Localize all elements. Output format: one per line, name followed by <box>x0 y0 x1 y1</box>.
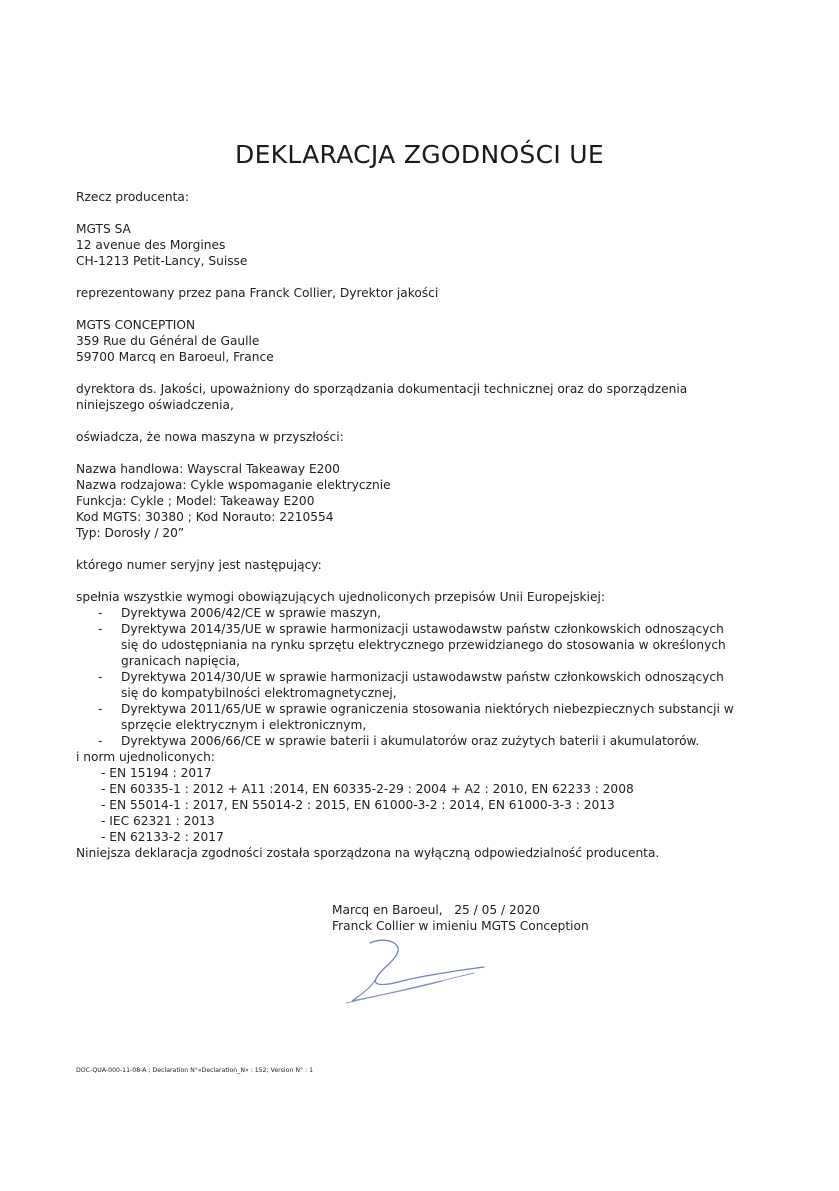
list-dash: - <box>98 670 103 684</box>
signature-block <box>332 902 589 934</box>
directive-item: - Dyrektywa 2011/65/UE w sprawie ograniczenia stosowania niektórych niebezpiecznych substancji w sprzęcie elektrycznym i elektronicznym, <box>98 702 734 732</box>
document-footer: DOC-QUA-000-11-08-A ; Declaration N°«Declaration_N» : 152; Version N° : 1 <box>76 1067 314 1074</box>
product-info <box>76 461 766 541</box>
signature-stroke <box>370 940 484 984</box>
manufacturer-name: MGTS SA <box>76 222 131 236</box>
directive-item: - Dyrektywa 2006/66/CE w sprawie baterii i akumulatorów oraz zużytych baterii i akumulatorów. <box>98 734 700 748</box>
norm-item: - EN 15194 : 2017 <box>101 766 212 780</box>
list-dash: - <box>98 606 103 620</box>
list-dash: - <box>98 734 103 748</box>
directive-item: - Dyrektywa 2014/35/UE w sprawie harmonizacji ustawodawstw państw członkowskich odnoszących się do udostępniania na rynku sprzętu elektrycznego przewidzianego do stosowania w określonych granicach napięcia, <box>98 622 726 668</box>
serial-number-text: którego numer seryjny jest następujący: <box>76 558 322 572</box>
manufacturer-street: 12 avenue des Morgines <box>76 238 226 252</box>
conception-address <box>76 317 766 365</box>
directives-list <box>76 605 766 749</box>
place-date: Marcq en Baroeul, 25 / 05 / 2020 <box>332 903 541 917</box>
conception-city: 59700 Marcq en Baroeul, France <box>76 350 274 364</box>
represented-by-text: reprezentowany przez pana Franck Collier, Dyrektor jakości <box>76 286 439 300</box>
director-line-2: niniejszego oświadczenia, <box>76 398 234 412</box>
declares-text: oświadcza, że nowa maszyna w przyszłości: <box>76 430 344 444</box>
fulfills-text: spełnia wszystkie wymogi obowiązujących ujednoliconych przepisów Unii Europejskiej: <box>76 590 605 604</box>
norms-list <box>76 765 766 845</box>
handwritten-signature <box>342 935 492 1007</box>
product-type: Typ: Dorosły / 20” <box>76 526 185 540</box>
product-trade-name: Nazwa handlowa: Wayscral Takeaway E200 <box>76 462 340 476</box>
manufacturer-city: CH-1213 Petit-Lancy, Suisse <box>76 254 248 268</box>
document-title: DEKLARACJA ZGODNOŚCI UE <box>235 140 604 169</box>
document-body <box>76 189 766 861</box>
product-function-model: Funkcja: Cykle ; Model: Takeaway E200 <box>76 494 315 508</box>
responsibility-text: Niniejsza deklaracja zgodności została sporządzona na wyłączną odpowiedzialność producenta. <box>76 846 660 860</box>
signature-stroke <box>346 973 474 1003</box>
norms-intro: i norm ujednoliconych: <box>76 750 215 764</box>
norm-item: - EN 60335-1 : 2012 + A11 :2014, EN 60335-2-29 : 2004 + A2 : 2010, EN 62233 : 2008 <box>101 782 634 796</box>
director-line-1: dyrektora ds. Jakości, upoważniony do sporządzania dokumentacji technicznej oraz do sporządzenia <box>76 382 688 396</box>
directive-item: - Dyrektywa 2014/30/UE w sprawie harmonizacji ustawodawstw państw członkowskich odnoszących się do kompatybilności elektromagnetycznej, <box>98 670 724 700</box>
conception-street: 359 Rue du Général de Gaulle <box>76 334 260 348</box>
list-dash: - <box>98 702 103 716</box>
product-codes: Kod MGTS: 30380 ; Kod Norauto: 2210554 <box>76 510 334 524</box>
signatory-name: Franck Collier w imieniu MGTS Conception <box>332 919 589 933</box>
norm-item: - EN 55014-1 : 2017, EN 55014-2 : 2015, EN 61000-3-2 : 2014, EN 61000-3-3 : 2013 <box>101 798 615 812</box>
conception-name: MGTS CONCEPTION <box>76 318 196 332</box>
norm-item: - IEC 62321 : 2013 <box>101 814 215 828</box>
directive-item: - Dyrektywa 2006/42/CE w sprawie maszyn, <box>98 606 382 620</box>
product-generic-name: Nazwa rodzajowa: Cykle wspomaganie elektrycznie <box>76 478 391 492</box>
on-behalf-text: Rzecz producenta: <box>76 190 190 204</box>
list-dash: - <box>98 622 103 636</box>
norm-item: - EN 62133-2 : 2017 <box>101 830 224 844</box>
manufacturer-address <box>76 221 766 269</box>
